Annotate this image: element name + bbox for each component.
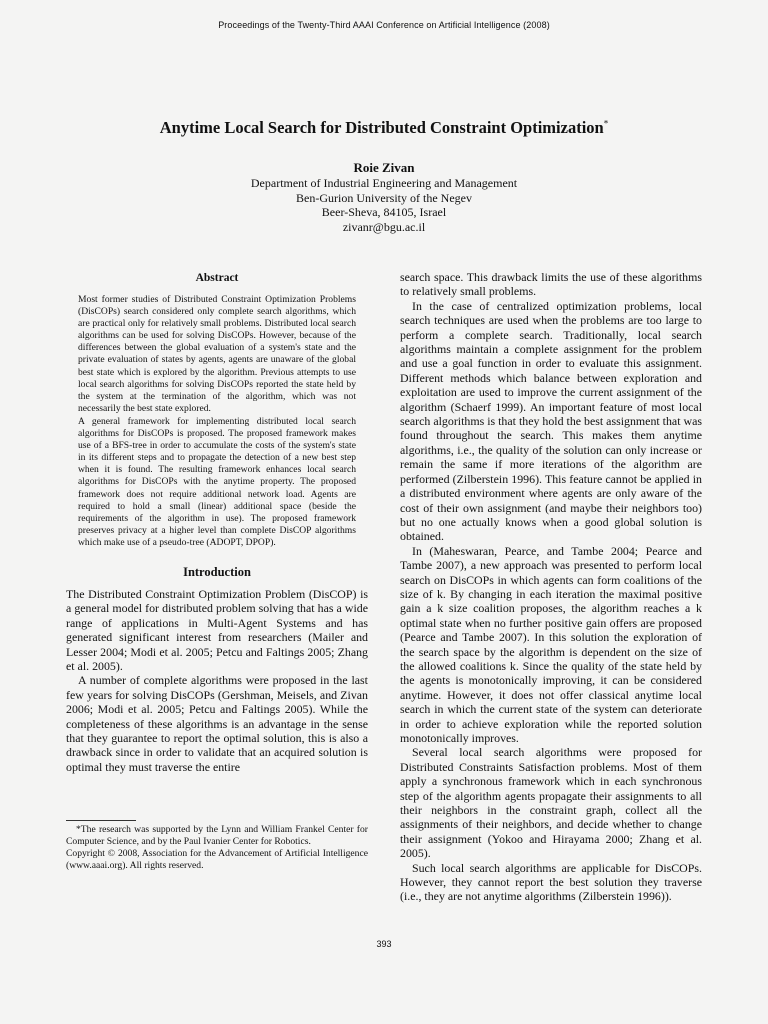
page-number: 393 <box>376 939 392 949</box>
abstract-paragraph: A general framework for implementing distributed local search algorithms for DisCOPs is proposed. The proposed framework makes use of a BFS-tree in order to accumulate the costs of the system's state in its different steps and to propagate the detection of a new best step when it is found. The resulting framework enhances local search algorithms for DisCOPs with the anytime property. The proposed framework does not require additional network load. Agents are required to hold a small (linear) additional space (beside the requirements of the algorithm in use). The proposed framework preserves privacy at a higher level than complete DisCOP algorithms which make use of a pseudo-tree (ADOPT, DPOP). <box>78 415 356 548</box>
footnote-copyright: Copyright © 2008, Association for the Advancement of Artificial Intelligence (www.aaai.org). All rights reserved. <box>66 848 368 872</box>
body-paragraph: Several local search algorithms were proposed for Distributed Constraints Satisfaction problems. Most of them apply a synchronous framework which in each synchronous step of the algorithm agents propagate their assignments to all their neighbors in the constraint graph, collect all the assignments of their neighbors, and decide whether to change their assignment (Yokoo and Hirayama 2000; Zhang et al. 2005). <box>400 745 702 861</box>
paper-title-text: Anytime Local Search for Distributed Constraint Optimization <box>159 118 604 137</box>
author-name: Roie Zivan <box>353 160 415 175</box>
abstract-heading: Abstract <box>195 272 239 284</box>
affiliation-address: Beer-Sheva, 84105, Israel <box>321 205 447 219</box>
author-affiliation <box>0 176 768 234</box>
abstract-paragraph: Most former studies of Distributed Constraint Optimization Problems (DisCOPs) search considered only complete search algorithms, which are practical only for relatively small problems. Distributed local search algorithms can be used for solving DisCOPs. However, because of the differences between the global evaluation of a system's state and the private evaluation of states by agents, agents are unaware of the global best state which is explored by the algorithm. Previous attempts to use local search algorithms for solving DisCOPs reported the state held by the system at the termination of the algorithm, which was not necessarily the best state explored. <box>78 294 356 414</box>
left-column <box>66 270 368 774</box>
body-paragraph: In (Maheswaran, Pearce, and Tambe 2004; Pearce and Tambe 2007), a new approach was presented to perform local search on DisCOPs in which agents can form coalitions of the size of k. By changing in each iteration the maximal positive gain a k size coalition proposes, the algorithm reaches a k optimal state when no further positive gain offers are proposed (Pearce and Tambe 2007). In this solution the exploration of the search space by the algorithm is dependent on the size of the allowed coalitions k. Since the quality of the state held by the agents is monotonically improving, it can be considered anytime. However, it does not offer classical anytime local search in which the current state of the system can deteriorate in order to achieve exploration while the reported solution monotonically improves. <box>400 543 702 745</box>
author-email[interactable]: zivanr@bgu.ac.il <box>342 219 426 234</box>
footnote-funding: *The research was supported by the Lynn and William Frankel Center for Computer Science, and by the Paul Ivanier Center for Robotics. <box>66 824 368 848</box>
body-paragraph: Such local search algorithms are applicable for DisCOPs. However, they cannot report the best solution they traverse (i.e., they are not anytime algorithms (Zilberstein 1996)). <box>400 860 702 904</box>
body-paragraph: The Distributed Constraint Optimization Problem (DisCOP) is a general model for distributed problem solving that has a wide range of applications in Multi-Agent Systems and has generated significant interest from researchers (Mailer and Lesser 2004; Modi et al. 2005; Petcu and Faltings 2005; Zhang et al. 2005). <box>66 586 368 673</box>
paper-title <box>0 118 768 138</box>
abstract-body <box>66 294 368 549</box>
running-head: Proceedings of the Twenty-Third AAAI Conference on Artificial Intelligence (2008) <box>218 20 550 30</box>
body-paragraph: In the case of centralized optimization problems, local search techniques are used when the problems are too large to perform a complete search. Traditionally, local search algorithms maintain a complete assignment for the problem and use a goal function in order to evaluate this assignment. Different methods which balance between exploration and exploitation are used to improve the current assignment of the algorithm (Schaerf 1999). An important feature of most local search algorithms is that they hold the best assignment that was found throughout the search. This makes them anytime algorithms, i.e., the quality of the solution can only increase or remain the same if more iterations of the algorithm are performed (Zilberstein 1996). This feature cannot be applied in a distributed environment where agents are only aware of the cost of their own assignment (and maybe their neighbors too) but no one actually knows when a good global solution is obtained. <box>400 298 702 544</box>
body-paragraph: search space. This drawback limits the use of these algorithms to relatively small problems. <box>400 270 702 299</box>
introduction-heading: Introduction <box>183 564 251 579</box>
affiliation-department: Department of Industrial Engineering and Management <box>250 176 518 190</box>
footnote <box>66 820 368 872</box>
title-footnote-mark: * <box>603 118 609 129</box>
introduction-body <box>66 587 368 774</box>
body-paragraph: A number of complete algorithms were proposed in the last few years for solving DisCOPs (Gershman, Meisels, and Zivan 2006; Modi et al. 2005; Petcu and Faltings 2005). While the completeness of these algorithms is an advantage in the sense that they guarantee to report the optimal solution, this is also a drawback since in order to validate that an acquired solution is optimal they must traverse the entire <box>66 673 368 774</box>
affiliation-university: Ben-Gurion University of the Negev <box>296 190 472 205</box>
right-column <box>400 270 702 904</box>
